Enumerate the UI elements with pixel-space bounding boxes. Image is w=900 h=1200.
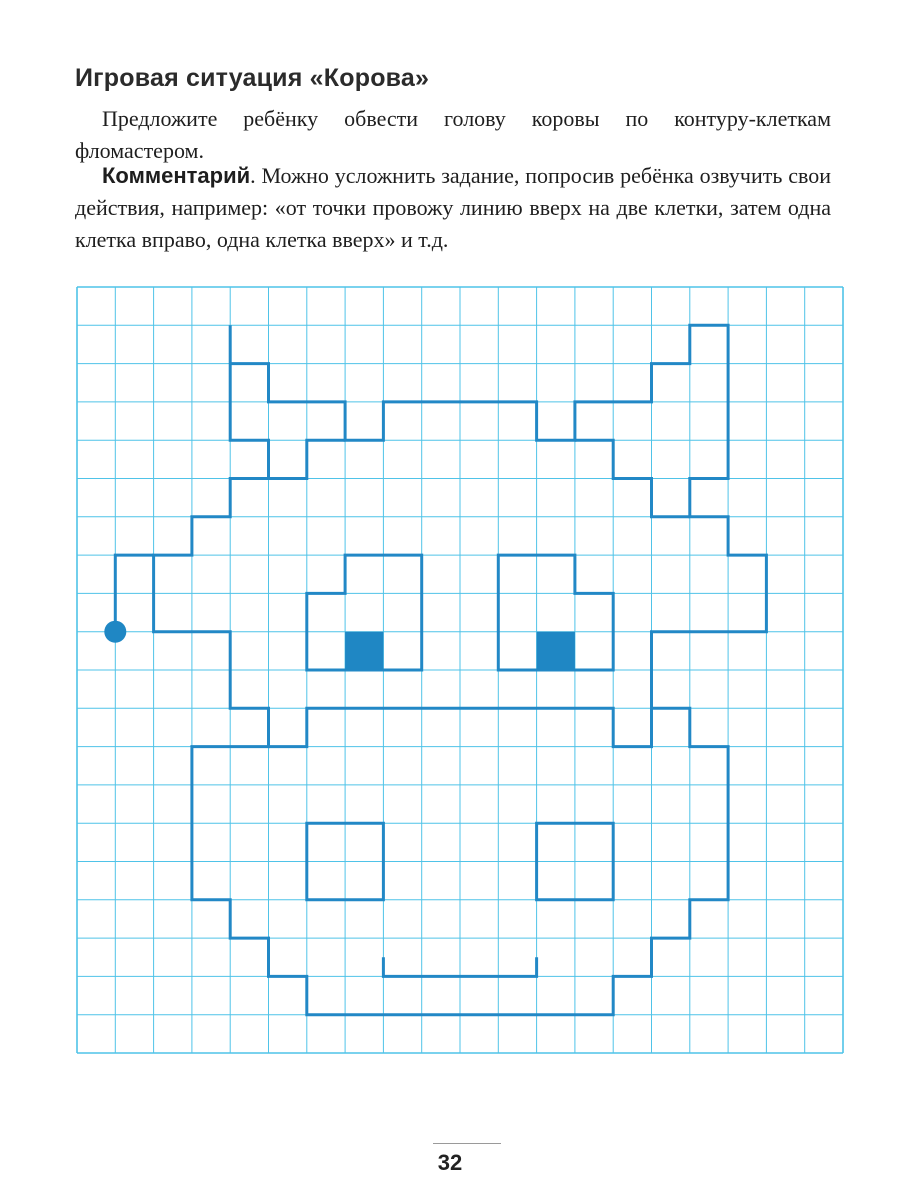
page-title: Игровая ситуация «Корова» xyxy=(75,64,430,92)
right-pupil xyxy=(537,632,575,670)
comment-text: . Можно усложнить задание, попросив ребёнка озвучить свои действия, например: «от точки провожу линию вверх на две клетки, затем одна клетка вправо, одна клетка вверх» и т.д. xyxy=(75,163,831,252)
footer-divider xyxy=(433,1143,501,1144)
left-ear-inner xyxy=(230,440,345,478)
left-pupil xyxy=(345,632,383,670)
comment-label: Комментарий xyxy=(102,163,251,188)
start-point xyxy=(104,621,126,643)
page-number: 32 xyxy=(437,1150,463,1175)
instruction-paragraph: Предложите ребёнку обвести голову коровы по контуру-клеткам фломастером. xyxy=(75,106,831,163)
